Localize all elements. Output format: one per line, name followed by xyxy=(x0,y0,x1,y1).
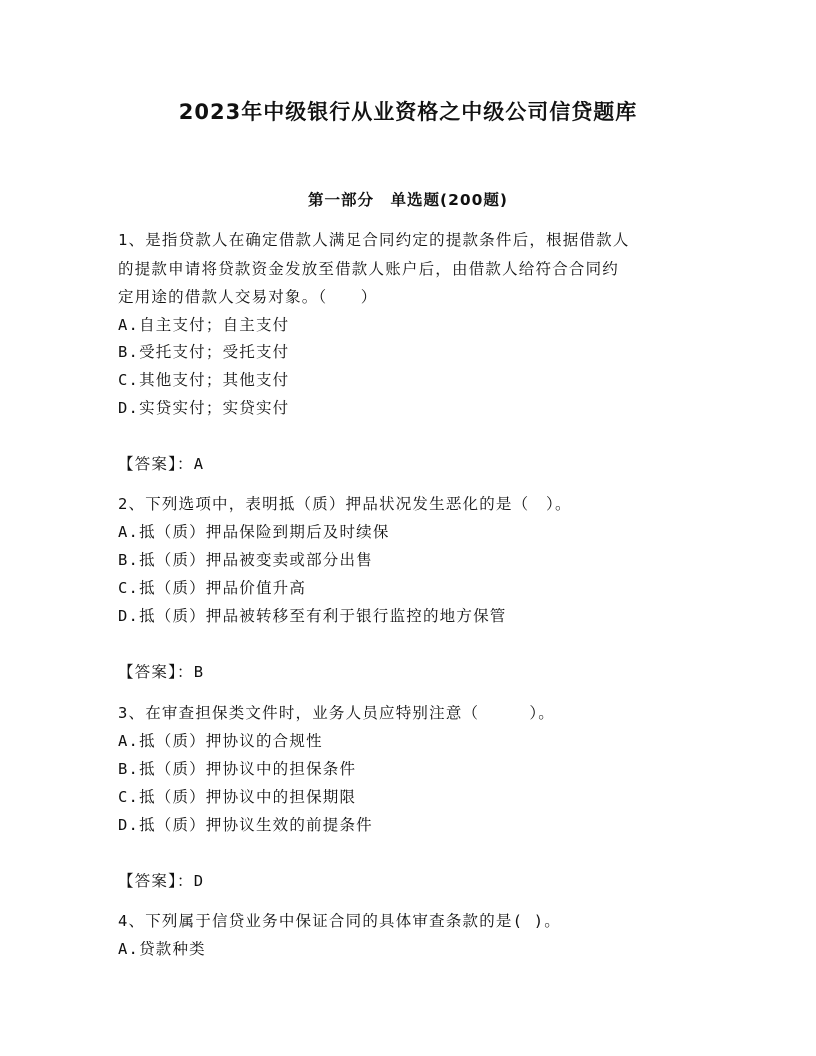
question-3-answer: 【答案】：D xyxy=(118,872,205,890)
question-4-stem-line-1: 4、下列属于信贷业务中保证合同的具体审查条款的是( )。 xyxy=(118,912,561,930)
section-heading: 第一部分 单选题(200题) xyxy=(307,191,509,209)
question-2-option-b: B.抵（质）押品被变卖或部分出售 xyxy=(118,551,373,569)
question-1-stem-line-1: 1、是指贷款人在确定借款人满足合同约定的提款条件后，根据借款人 xyxy=(118,231,630,249)
document-title: 2023年中级银行从业资格之中级公司信贷题库 xyxy=(178,100,638,124)
question-3-option-d: D.抵（质）押协议生效的前提条件 xyxy=(118,816,373,834)
question-2-option-d: D.抵（质）押品被转移至有利于银行监控的地方保管 xyxy=(118,607,507,625)
question-1-option-b: B.受托支付；受托支付 xyxy=(118,343,290,361)
question-2-stem-line-1: 2、下列选项中，表明抵（质）押品状况发生恶化的是（ ）。 xyxy=(118,495,572,513)
question-3-option-a: A.抵（质）押协议的合规性 xyxy=(118,732,323,750)
question-2-option-a: A.抵（质）押品保险到期后及时续保 xyxy=(118,523,390,541)
question-1-answer: 【答案】：A xyxy=(118,455,205,473)
question-1-stem-line-2: 的提款申请将贷款资金发放至借款人账户后，由借款人给符合合同约 xyxy=(118,260,620,278)
question-4-option-a: A.贷款种类 xyxy=(118,940,206,958)
question-2-option-c: C.抵（质）押品价值升高 xyxy=(118,579,307,597)
question-3-option-c: C.抵（质）押协议中的担保期限 xyxy=(118,788,357,806)
question-3-option-b: B.抵（质）押协议中的担保条件 xyxy=(118,760,357,778)
question-1-option-d: D.实贷实付；实贷实付 xyxy=(118,399,290,417)
question-1-option-c: C.其他支付；其他支付 xyxy=(118,371,290,389)
question-1-option-a: A.自主支付；自主支付 xyxy=(118,316,290,334)
question-3-stem-line-1: 3、在审查担保类文件时，业务人员应特别注意（ ）。 xyxy=(118,704,555,722)
question-2-answer: 【答案】：B xyxy=(118,663,205,681)
question-1-stem-line-3: 定用途的借款人交易对象。（ ） xyxy=(118,288,378,306)
